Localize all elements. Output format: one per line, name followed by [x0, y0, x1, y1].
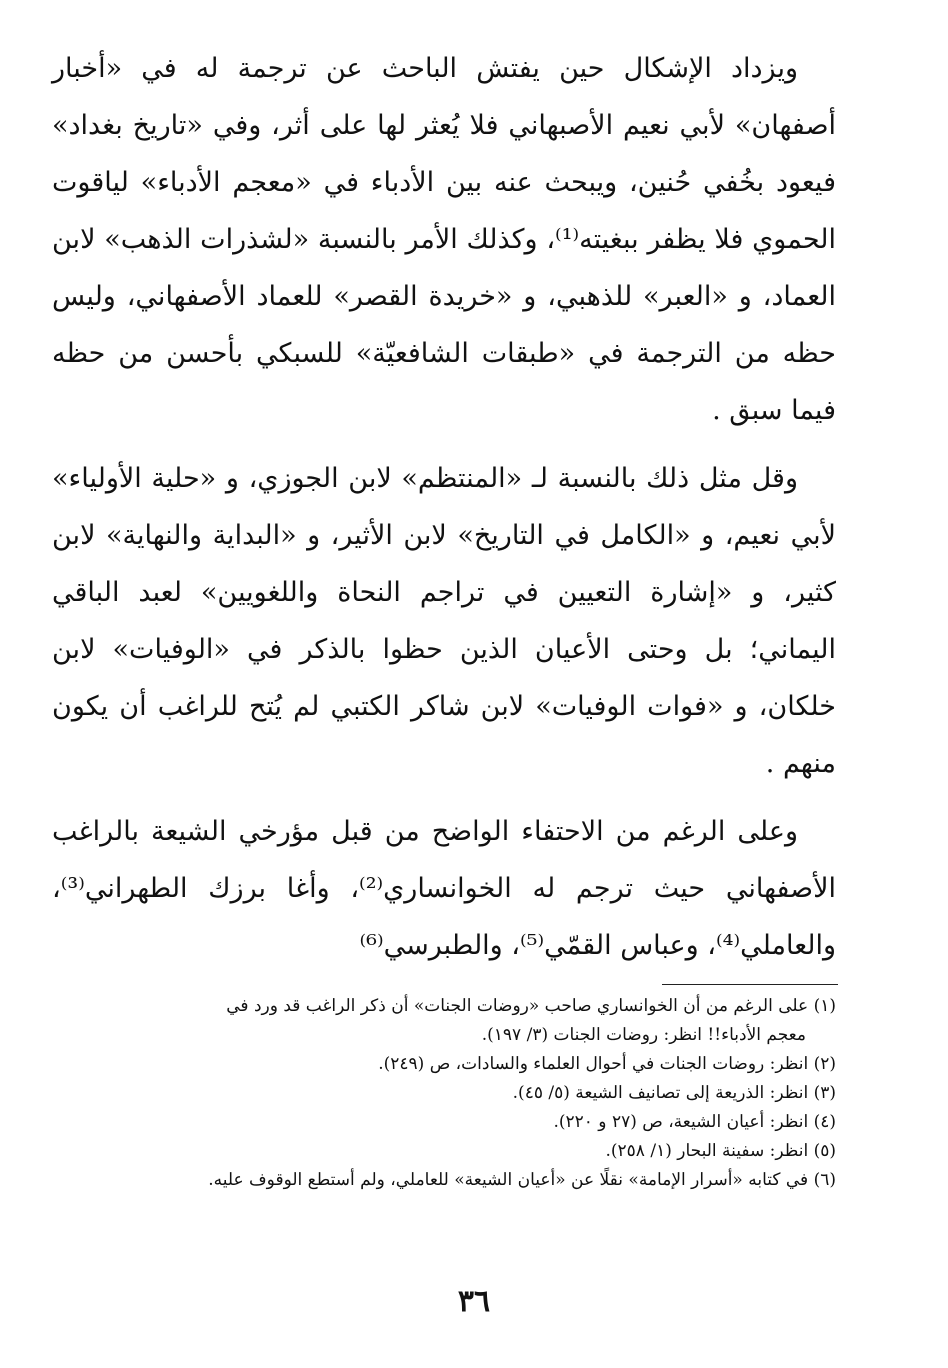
- footnote-4: (٤) انظر: أعيان الشيعة، ص (٢٧ و ٢٢٠).: [553, 1112, 836, 1132]
- page-number: ٣٦: [457, 1284, 491, 1319]
- paragraph-3: وعلى الرغم من الاحتفاء الواضح من قبل مؤرخي الشيعة بالراغب الأصفهاني حيث ترجم له الخوانساري⁽²⁾، وأغا برزك الطهراني⁽³⁾، والعاملي⁽⁴⁾، وعباس القمّي⁽⁵⁾، والطبرسي⁽⁶⁾: [52, 816, 836, 961]
- paragraph-1: ويزداد الإشكال حين يفتش الباحث عن ترجمة له في «أخبار أصفهان» لأبي نعيم الأصبهاني فلا يُعثر لها على أثر، وفي «تاريخ بغداد» فيعود بخُفي حُنين، ويبحث عنه بين الأدباء في «معجم الأدباء» لياقوت الحموي فلا يظفر ببغيته⁽¹⁾، وكذلك الأمر بالنسبة «لشذرات الذهب» لابن العماد، و «العبر» للذهبي، و «خريدة القصر» للعماد الأصفهاني، وليس حظه من الترجمة في «طبقات الشافعيّة» للسبكي بأحسن من حظه فيما سبق .: [52, 53, 836, 426]
- footnote-1-continuation: معجم الأدباء!! انظر: روضات الجنات (٣/ ١٩٧).: [481, 1025, 806, 1045]
- main-text: [52, 40, 836, 985]
- footnote-3: (٣) انظر: الذريعة إلى تصانيف الشيعة (٥/ ٤٥).: [512, 1083, 836, 1103]
- footnote-separator: [662, 984, 838, 985]
- footnote-2: (٢) انظر: روضات الجنات في أحوال العلماء والسادات، ص (٢٤٩).: [378, 1054, 836, 1074]
- footnote-5: (٥) انظر: سفينة البحار (١/ ٢٥٨).: [605, 1141, 836, 1161]
- footnote-1: (١) على الرغم من أن الخوانساري صاحب «روضات الجنات» أن ذكر الراغب قد ورد في: [226, 996, 836, 1016]
- footnote-6: (٦) في كتابه «أسرار الإمامة» نقلًا عن «أعيان الشيعة» للعاملي، ولم أستطع الوقوف عليه.: [208, 1170, 836, 1190]
- paragraph-2: وقل مثل ذلك بالنسبة لـ «المنتظم» لابن الجوزي، و «حلية الأولياء» لأبي نعيم، و «الكامل في التاريخ» لابن الأثير، و «البداية والنهاية» لابن كثير، و «إشارة التعيين في تراجم النحاة واللغويين» لعبد الباقي اليماني؛ بل وحتى الأعيان الذين حظوا بالذكر في «الوفيات» لابن خلكان، و «فوات الوفيات» لابن شاكر الكتبي لم يُتح للراغب أن يكون منهم .: [52, 463, 836, 779]
- footnotes: [52, 992, 836, 1195]
